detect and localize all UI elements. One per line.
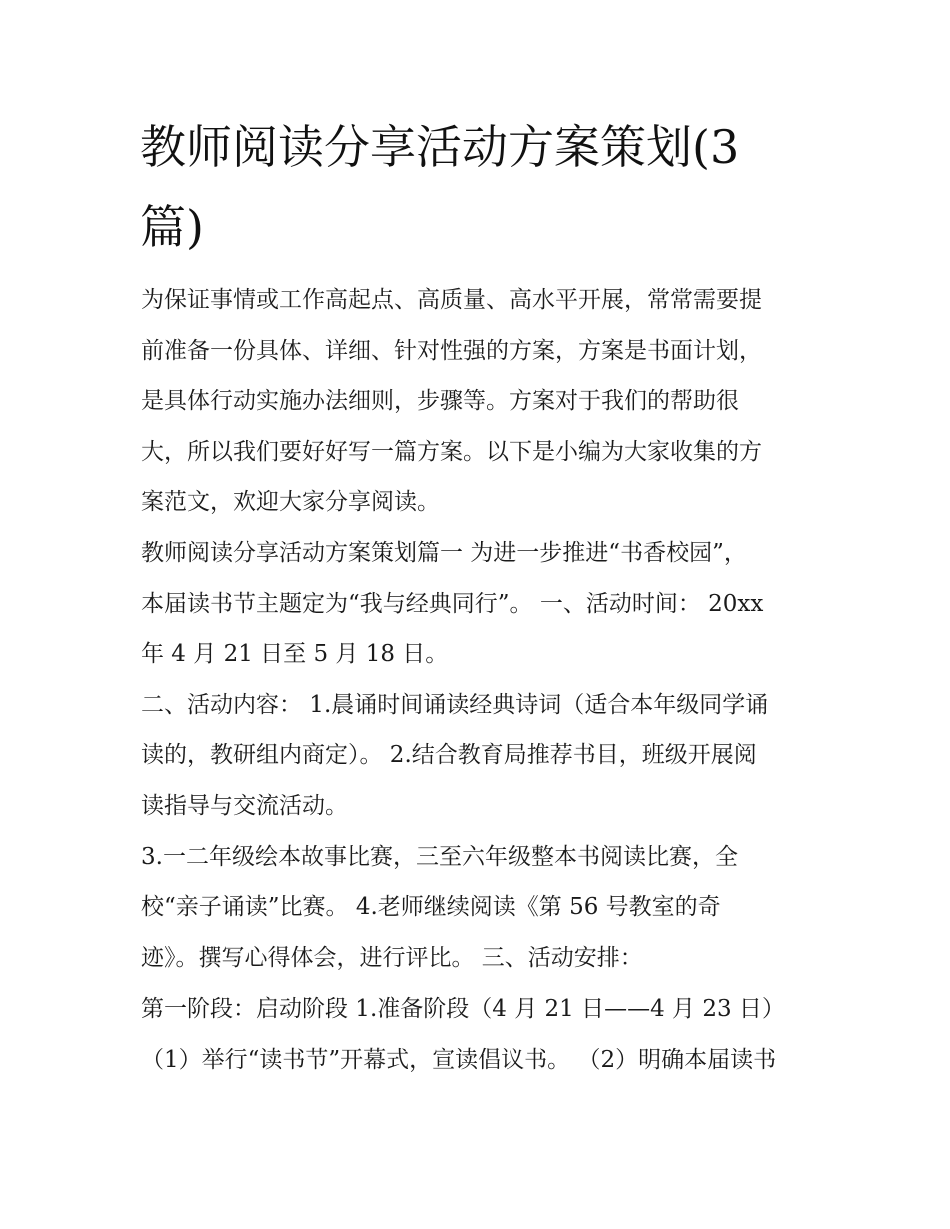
body-line: 读的，教研组内商定）。 2.结合教育局推荐书目，班级开展阅 — [141, 742, 757, 768]
body-line: 大，所以我们要好好写一篇方案。以下是小编为大家收集的方 — [141, 439, 762, 465]
body-line: 读指导与交流活动。 — [141, 793, 348, 819]
body-line: 为保证事情或工作高起点、高质量、高水平开展，常常需要提 — [141, 287, 762, 313]
body-line: 第一阶段：启动阶段 1.准备阶段（4 月 21 日——4 月 23 日） — [141, 996, 785, 1022]
body-line: 是具体行动实施办法细则，步骤等。方案对于我们的帮助很 — [141, 388, 739, 414]
body-line: 案范文，欢迎大家分享阅读。 — [141, 489, 440, 515]
document-title-line-1: 教师阅读分享活动方案策划(3 — [140, 120, 740, 174]
body-line: 3.一二年级绘本故事比赛，三至六年级整本书阅读比赛，全 — [141, 844, 738, 870]
body-line: （1）举行“读书节”开幕式，宣读倡议书。 （2）明确本届读书 — [141, 1047, 777, 1073]
body-line: 迹》。撰写心得体会，进行评比。 三、活动安排： — [141, 945, 643, 971]
body-line: 校“亲子诵读”比赛。 4.老师继续阅读《第 56 号教室的奇 — [141, 894, 721, 920]
body-line: 教师阅读分享活动方案策划篇一 为进一步推进“书香校园”， — [141, 540, 747, 566]
body-line: 年 4 月 21 日至 5 月 18 日。 — [141, 641, 449, 667]
body-line: 二、活动内容： 1.晨诵时间诵读经典诗词（适合本年级同学诵 — [141, 692, 769, 718]
document-title-line-2: 篇) — [140, 200, 204, 254]
body-line: 本届读书节主题定为“我与经典同行”。 一、活动时间： 20xx — [141, 591, 764, 617]
body-line: 前准备一份具体、详细、针对性强的方案，方案是书面计划， — [141, 338, 762, 364]
